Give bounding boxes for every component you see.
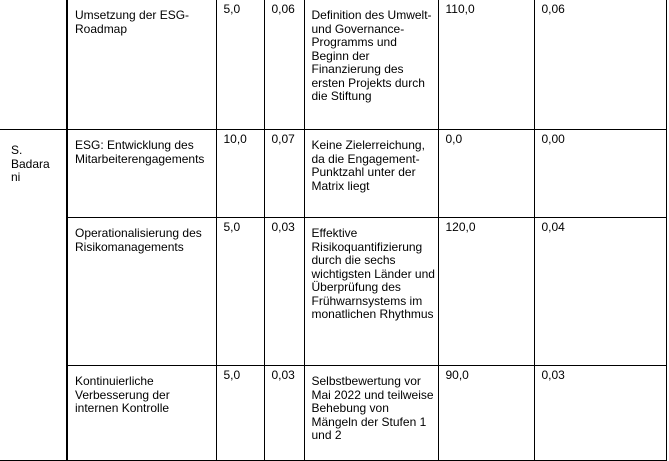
factor-cell bbox=[264, 218, 304, 366]
factor-value: 0,03 bbox=[271, 220, 295, 234]
achievement-value: 0,0 bbox=[445, 132, 463, 146]
weight-value: 10,0 bbox=[223, 132, 247, 146]
factor-value: 0,03 bbox=[271, 368, 295, 382]
objective-text: ESG: Entwicklung des Mitarbeiterengagements bbox=[75, 138, 205, 166]
score-value: 0,00 bbox=[541, 132, 565, 146]
score-cell bbox=[534, 366, 666, 461]
weight-cell bbox=[216, 366, 264, 461]
score-value: 0,04 bbox=[541, 220, 565, 234]
result-text: Definition des Umwelt- und Governance-Programms und Beginn der Finanzierung des ersten Projekts durch die Stiftung bbox=[311, 8, 432, 103]
achievement-cell bbox=[438, 366, 534, 461]
factor-value: 0,07 bbox=[271, 132, 295, 146]
result-text: Selbstbewertung vor Mai 2022 und teilweise Behebung von Mängeln der Stufen 1 und 2 bbox=[311, 374, 434, 442]
person-cell bbox=[0, 0, 67, 130]
score-cell bbox=[534, 218, 666, 366]
table-row bbox=[0, 218, 666, 366]
result-text: Effektive Risikoquantifizierung durch die sechs wichtigsten Länder und Überprüfung des Frühwarnsystems im monatlichen Rhythmus bbox=[311, 226, 435, 321]
objective-cell bbox=[67, 218, 216, 366]
result-text: Keine Zielerreichung, da die Engagement-Punktzahl unter der Matrix liegt bbox=[311, 138, 425, 193]
weight-cell bbox=[216, 130, 264, 218]
table-row bbox=[0, 0, 666, 130]
result-cell bbox=[304, 0, 438, 130]
weight-cell bbox=[216, 0, 264, 130]
factor-cell bbox=[264, 366, 304, 461]
score-value: 0,03 bbox=[541, 368, 565, 382]
factor-cell bbox=[264, 130, 304, 218]
achievement-value: 110,0 bbox=[445, 2, 475, 16]
person-cell bbox=[0, 130, 67, 461]
result-cell bbox=[304, 218, 438, 366]
objective-cell bbox=[67, 0, 216, 130]
achievement-cell bbox=[438, 130, 534, 218]
weight-value: 5,0 bbox=[223, 2, 241, 16]
score-cell bbox=[534, 0, 666, 130]
achievement-cell bbox=[438, 218, 534, 366]
objective-text: Operationalisierung des Risikomanagements bbox=[75, 226, 202, 254]
table-row bbox=[0, 366, 666, 461]
weight-value: 5,0 bbox=[223, 368, 241, 382]
objective-cell bbox=[67, 366, 216, 461]
weight-cell bbox=[216, 218, 264, 366]
weight-value: 5,0 bbox=[223, 220, 241, 234]
objective-cell bbox=[67, 130, 216, 218]
person-name: S. Badarani bbox=[11, 143, 50, 184]
achievement-cell bbox=[438, 0, 534, 130]
score-cell bbox=[534, 130, 666, 218]
achievement-value: 120,0 bbox=[445, 220, 476, 234]
table-row bbox=[0, 130, 666, 218]
objective-text: Umsetzung der ESG-Roadmap bbox=[75, 8, 190, 36]
objective-text: Kontinuierliche Verbesserung der internen Kontrolle bbox=[75, 374, 170, 415]
factor-value: 0,06 bbox=[271, 2, 295, 16]
factor-cell bbox=[264, 0, 304, 130]
result-cell bbox=[304, 366, 438, 461]
result-cell bbox=[304, 130, 438, 218]
achievement-value: 90,0 bbox=[445, 368, 469, 382]
score-value: 0,06 bbox=[541, 2, 565, 16]
